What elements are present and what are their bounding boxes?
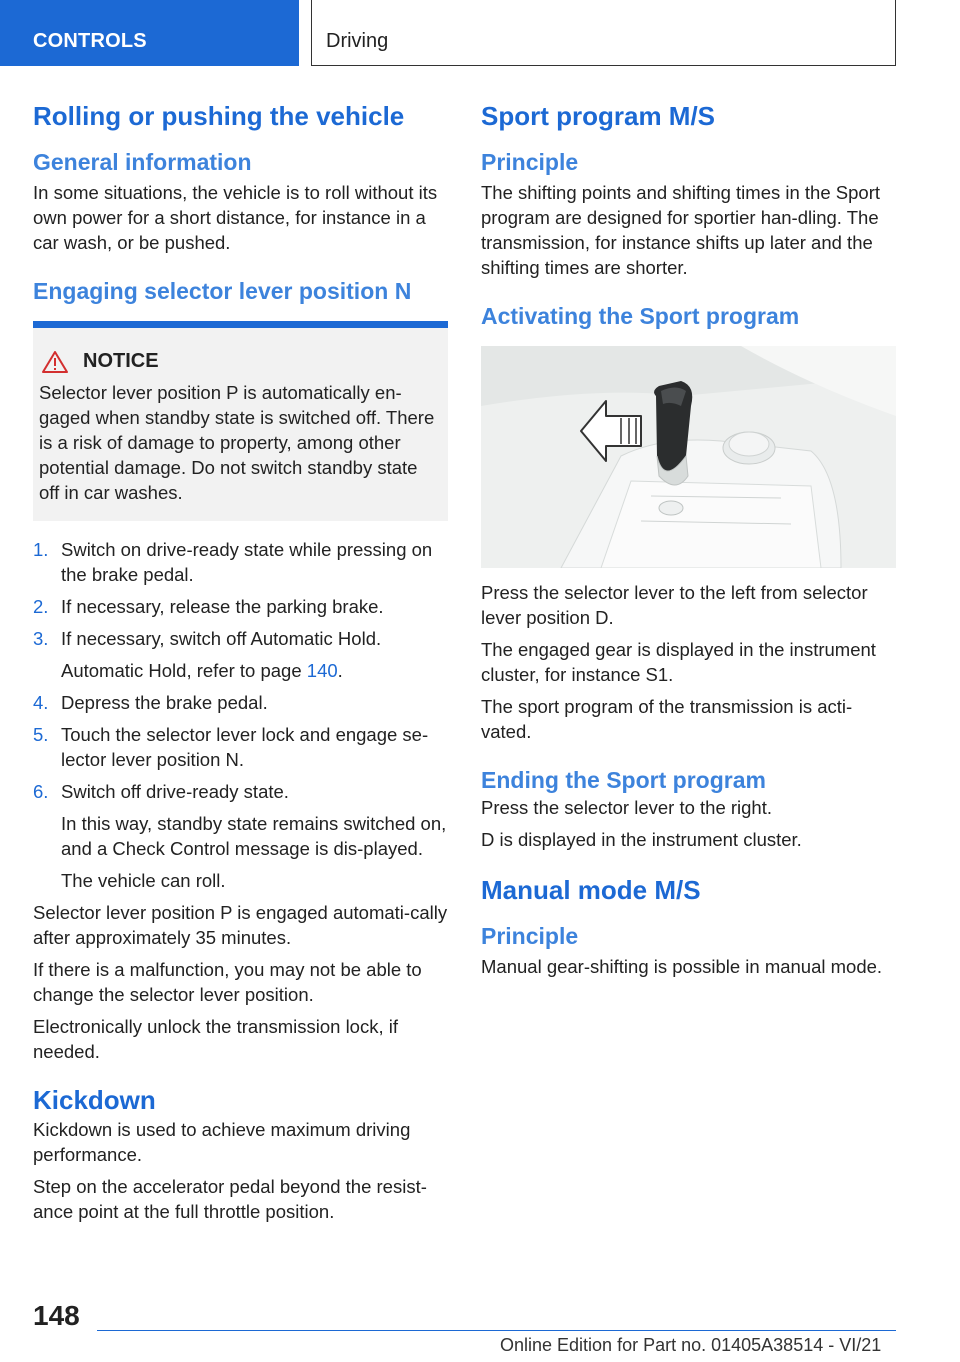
list-item: 3. If necessary, switch off Automatic Hold. Automatic Hold, refer to page 140. — [33, 626, 448, 683]
ending-text-2: D is displayed in the instrument cluster. — [481, 829, 802, 851]
notice-title: NOTICE — [83, 350, 159, 373]
footer-divider — [97, 1330, 896, 1331]
principle-text: The shifting points and shifting times in the Sport program are designed for sportier han-dling. The transmission, for instance shifts up later and the shifting times are shorter. — [481, 181, 880, 278]
step-subtext: The vehicle can roll. — [61, 869, 226, 891]
after-text-2: If there is a malfunction, you may not be able to change the selector lever position. — [33, 958, 422, 1005]
selector-lever-illustration — [481, 346, 896, 568]
notice-header — [39, 350, 438, 374]
gear-selector-image — [481, 346, 896, 568]
activating-text-2: The engaged gear is displayed in the instrument cluster, for instance S1. — [481, 638, 876, 685]
warning-icon — [41, 350, 69, 374]
list-item: 5. Touch the selector lever lock and engage se-lector lever position N. — [33, 723, 429, 770]
kickdown-text-2: Step on the accelerator pedal beyond the resist-ance point at the full throttle position. — [33, 1176, 427, 1223]
page-link[interactable]: 140 — [306, 659, 338, 681]
sport-title: Sport program M/S — [481, 101, 716, 131]
activating-text-1: Press the selector lever to the left from selector lever position D. — [481, 581, 868, 628]
ending-heading: Ending the Sport program — [481, 766, 766, 793]
general-heading: General information — [33, 148, 252, 175]
ending-text-1: Press the selector lever to the right. — [481, 797, 772, 819]
after-text-3: Electronically unlock the transmission lock, if needed. — [33, 1015, 399, 1062]
left-column — [33, 100, 448, 1224]
step-subtext: In this way, standby state remains switched on, and a Check Control message is dis-played. — [61, 812, 447, 859]
general-text: In some situations, the vehicle is to roll without its own power for a short distance, for instance in a car wash, or be pushed. — [33, 181, 438, 253]
manual-title: Manual mode M/S — [481, 875, 701, 906]
step-subtext: Automatic Hold, refer to page 140. — [61, 659, 343, 681]
manual-principle-heading: Principle — [481, 923, 579, 950]
engage-heading: Engaging selector lever position N — [33, 277, 412, 304]
edition-text: Online Edition for Part no. 01405A38514 - VI/21 — [500, 1335, 882, 1355]
activating-heading: Activating the Sport program — [481, 302, 800, 329]
after-text-1: Selector lever position P is engaged automati-cally after approximately 35 minutes. — [33, 901, 448, 948]
rolling-title: Rolling or pushing the vehicle — [33, 101, 405, 131]
notice-text: Selector lever position P is automatically en-gaged when standby state is switched off. There is a risk of damage to property, among other potential damage. Do not switch standby state off in car washes. — [39, 381, 435, 503]
manual-principle-text: Manual gear-shifting is possible in manual mode. — [481, 956, 883, 978]
principle-heading: Principle — [481, 148, 579, 175]
chapter-tab: Driving — [311, 0, 896, 66]
steps-list — [33, 537, 448, 893]
page-number: 148 — [33, 1300, 80, 1331]
list-item: 1. Switch on drive-ready state while pressing on the brake pedal. — [33, 538, 433, 585]
kickdown-text-1: Kickdown is used to achieve maximum driving performance. — [33, 1119, 411, 1166]
list-item: 6. Switch off drive-ready state. In this way, standby state remains switched on, and a Check Control message is dis-played. The vehicle can roll. — [33, 780, 447, 891]
list-item: 4. Depress the brake pedal. — [33, 691, 268, 713]
right-column — [481, 100, 896, 979]
page-header — [0, 0, 960, 66]
kickdown-heading: Kickdown — [33, 1084, 156, 1115]
notice-box — [33, 321, 448, 521]
section-tab: CONTROLS — [0, 0, 299, 66]
list-item: 2. If necessary, release the parking brake. — [33, 595, 384, 617]
activating-text-3: The sport program of the transmission is acti-vated. — [481, 695, 853, 742]
